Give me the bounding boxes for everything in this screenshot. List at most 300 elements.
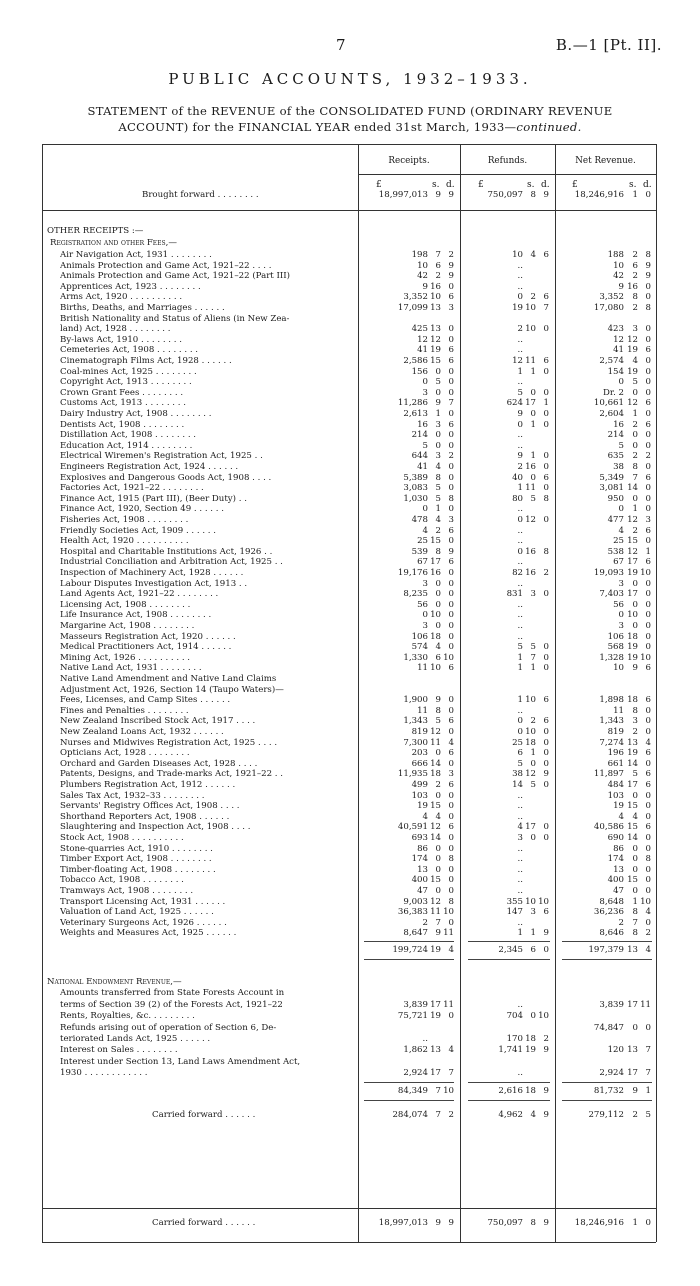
rows-11-r-pounds: 12: [417, 334, 428, 345]
table-row-label: Electrical Wiremen's Registration Act, 1925 . .: [60, 451, 263, 462]
rows-35-f-shillings: 3: [530, 589, 536, 600]
table-row: [42, 791, 656, 802]
rows-57-f-shillings: 17: [525, 822, 536, 833]
rows-17-r-pence: 7: [448, 398, 454, 409]
subtotal1-f-pence: 0: [543, 945, 549, 955]
rows-32-n-pounds: 67: [613, 557, 624, 568]
rows-10-r-pence: 0: [448, 324, 454, 335]
subtotal-rule: [468, 1100, 550, 1101]
table-row: [42, 504, 656, 515]
rows-67-n-pence: 2: [645, 928, 651, 939]
rows2-4-n-pounds: 74,847: [593, 1022, 624, 1033]
rows-15-r-shillings: 5: [435, 377, 441, 388]
table-row-label: Shorthand Reporters Act, 1908 . . . . . .: [60, 811, 230, 822]
rows-32-r-pence: 6: [448, 557, 454, 568]
rows-67-f-pence: 9: [543, 928, 549, 939]
rows-21-r-pence: 0: [448, 440, 454, 451]
table-row-label: Births, Deaths, and Marriages . . . . . .: [60, 303, 225, 313]
rows-57-n-pence: 6: [645, 822, 651, 833]
rows-35-f-pounds: 831: [506, 589, 523, 600]
table-row: [42, 716, 656, 727]
carried-forward-rule: [42, 1208, 656, 1209]
carried-forward-total-row: [42, 1218, 656, 1229]
table-row: [42, 780, 656, 791]
subtotal1-n-pence: 4: [645, 945, 651, 955]
rows-4-r-pounds: 10: [417, 260, 428, 271]
rows-47-r-pounds: 1,343: [403, 716, 428, 727]
rows-65-n-shillings: 8: [632, 907, 638, 918]
rows-36-r-pounds: 56: [417, 599, 428, 610]
rows-13-r-shillings: 15: [430, 356, 441, 366]
rows2-2-f-pounds: ..: [517, 999, 523, 1010]
table-row: [42, 695, 656, 706]
rows-14-f-shillings: 1: [530, 366, 536, 377]
rows2-6-f-shillings: 19: [525, 1045, 536, 1056]
rows-60-n-pounds: 174: [607, 854, 624, 865]
table-row-label: Interest on Sales . . . . . . . .: [60, 1045, 178, 1056]
table-row-label: Finance Act, 1920, Section 49 . . . . . .: [60, 504, 224, 515]
rows-32-r-shillings: 17: [430, 557, 441, 568]
rows-58-r-pence: 0: [448, 833, 454, 843]
rows2-6-n-pounds: 120: [607, 1045, 624, 1056]
rows-67-n-shillings: 8: [632, 928, 638, 939]
rows-21-n-shillings: 0: [632, 440, 638, 451]
rows-0-r-shillings: 9: [435, 190, 441, 200]
rows-49-n-pence: 4: [645, 737, 651, 748]
table-row: [42, 430, 656, 441]
table-row: [42, 335, 656, 346]
rows-66-n-pence: 0: [645, 917, 651, 928]
rows-14-n-shillings: 19: [627, 366, 638, 377]
table-row: [42, 663, 656, 674]
rows-35-n-pounds: 7,403: [599, 589, 624, 600]
rows-8-r-pounds: 17,099: [397, 303, 428, 313]
rows-37-f-pounds: ..: [517, 610, 523, 621]
rows-4-n-pounds: 10: [613, 260, 624, 271]
rows-15-n-pence: 0: [645, 377, 651, 388]
column-header-rule: [358, 174, 656, 175]
rows-54-r-shillings: 0: [435, 790, 441, 801]
rows-37-r-pounds: 0: [422, 610, 428, 621]
rows-10-r-pounds: 425: [411, 324, 428, 335]
rows2-3-r-pence: 0: [448, 1011, 454, 1022]
rows-13-n-shillings: 4: [632, 356, 638, 366]
rows-63-r-pence: 0: [448, 886, 454, 896]
table-row: [42, 324, 656, 335]
rows-22-f-pence: 0: [543, 451, 549, 462]
carried1-r-shillings: 7: [435, 1109, 441, 1120]
rows-61-r-pence: 0: [448, 864, 454, 875]
rows-0-n-pounds: 18,246,916: [574, 190, 624, 200]
rows-38-n-pence: 0: [645, 621, 651, 631]
table-row: [42, 420, 656, 431]
rows-54-r-pounds: 103: [411, 790, 428, 801]
rows-42-n-shillings: 9: [632, 663, 638, 674]
rows-59-n-pence: 0: [645, 843, 651, 854]
rows-29-r-pounds: 4: [422, 525, 428, 536]
rows-65-r-pounds: 36,383: [397, 907, 428, 918]
rows-41-r-shillings: 6: [435, 652, 441, 663]
brought-forward-row-label: Brought forward . . . . . . . .: [142, 190, 259, 200]
carried1-n-pence: 5: [645, 1109, 651, 1120]
rows-8-n-shillings: 2: [632, 303, 638, 313]
brought-forward-rule: [42, 210, 656, 211]
rows-67-r-pence: 11: [443, 928, 454, 939]
rows-41-f-pounds: 1: [517, 652, 523, 663]
table-row: [42, 759, 656, 770]
rows-18-n-pence: 0: [645, 409, 651, 419]
table-row-label: Rents, Royalties, &c. . . . . . . . .: [60, 1011, 195, 1022]
rows2-6-n-pence: 7: [645, 1045, 651, 1056]
rows-61-r-pounds: 13: [417, 864, 428, 875]
table-row: [42, 409, 656, 420]
subtotal2-n-shillings: 9: [632, 1085, 638, 1096]
rows-42-n-pounds: 10: [613, 663, 624, 674]
rows-46-f-pounds: ..: [517, 705, 523, 716]
table-row-label: Veterinary Surgeons Act, 1926 . . . . . .: [60, 917, 227, 928]
rows-30-r-pence: 0: [448, 536, 454, 547]
rows-59-n-pounds: 86: [613, 843, 624, 854]
rows-66-n-pounds: 2: [618, 917, 624, 928]
table-row: [42, 621, 656, 632]
statement-subtitle: [0, 103, 700, 135]
table-row-label: Life Insurance Act, 1908 . . . . . . . .: [60, 610, 212, 621]
rows-51-n-pence: 0: [645, 758, 651, 769]
rows-61-n-pence: 0: [645, 864, 651, 875]
rows-28-n-pounds: 477: [607, 515, 624, 525]
rows-40-n-shillings: 19: [627, 642, 638, 653]
rows-12-r-shillings: 19: [430, 345, 441, 356]
rows-42-f-shillings: 1: [530, 663, 536, 674]
rows-50-f-pounds: 6: [517, 748, 523, 759]
rows-35-r-pounds: 8,235: [403, 589, 428, 600]
rows-14-r-shillings: 0: [435, 366, 441, 377]
carried2-f-pounds: 750,097: [487, 1218, 523, 1228]
rows-39-n-pence: 0: [645, 631, 651, 642]
rows-59-r-shillings: 0: [435, 843, 441, 854]
rows-25-r-pounds: 3,083: [403, 483, 428, 494]
rows-50-r-pounds: 203: [411, 748, 428, 759]
rows-31-r-pence: 9: [448, 546, 454, 557]
rows-12-r-pounds: 41: [417, 345, 428, 356]
rows-64-n-pounds: 8,648: [599, 896, 624, 907]
rows-20-n-shillings: 0: [632, 430, 638, 441]
rows-6-n-shillings: 16: [627, 281, 638, 292]
rows-12-n-pence: 6: [645, 345, 651, 356]
rows-26-f-pence: 8: [543, 493, 549, 504]
rows-5-r-pounds: 42: [417, 271, 428, 282]
rows-20-r-pounds: 214: [411, 430, 428, 441]
table-row-label: Stone-quarries Act, 1910 . . . . . . . .: [60, 843, 213, 854]
rows2-2-r-shillings: 17: [430, 999, 441, 1010]
rows-45-n-shillings: 18: [627, 695, 638, 706]
rows-26-r-pounds: 1,030: [403, 493, 428, 504]
rows-26-n-pence: 0: [645, 493, 651, 504]
subtitle-line-2: [0, 119, 700, 135]
rows-66-f-pounds: ..: [517, 917, 523, 928]
table-row: [42, 610, 656, 621]
table-row-label: Hospital and Charitable Institutions Act, 1926 . .: [60, 546, 273, 557]
table-row: [42, 261, 656, 272]
rows-21-n-pounds: 5: [618, 440, 624, 451]
rows-24-n-pounds: 5,349: [599, 472, 624, 483]
table-row: [42, 1057, 656, 1068]
table-row-label: Mining Act, 1926 . . . . . . . . . .: [60, 652, 191, 663]
rows-22-r-pence: 2: [448, 451, 454, 462]
table-row: [42, 398, 656, 409]
table-row: [42, 526, 656, 537]
table-row-label: Land Agents Act, 1921–22 . . . . . . . .: [60, 589, 219, 600]
rows-23-f-shillings: 16: [525, 462, 536, 472]
rows-30-f-pounds: ..: [517, 536, 523, 547]
rows-30-r-shillings: 15: [430, 536, 441, 547]
rows-10-f-shillings: 10: [525, 324, 536, 335]
table-row: [42, 367, 656, 378]
rows-3-n-pounds: 188: [607, 250, 624, 260]
rows-13-n-pence: 0: [645, 356, 651, 366]
rows-36-r-pence: 0: [448, 599, 454, 610]
table-row-label: Transport Licensing Act, 1931 . . . . . .: [60, 896, 226, 907]
revenue-table: [42, 144, 656, 1242]
table-row: [42, 653, 656, 664]
rows-41-n-shillings: 19: [627, 652, 638, 663]
carried1-r-pounds: 284,074: [392, 1109, 428, 1120]
rows-52-f-pounds: 38: [512, 769, 523, 780]
carried2-f-shillings: 8: [530, 1218, 536, 1228]
table-row-label: Animals Protection and Game Act, 1921–22 . . . .: [60, 260, 272, 271]
rows-27-n-shillings: 1: [632, 504, 638, 515]
rows-25-f-pence: 0: [543, 483, 549, 494]
rows-39-r-pence: 0: [448, 631, 454, 642]
rows-41-n-pounds: 1,328: [599, 652, 624, 663]
rows-18-f-pounds: 9: [517, 409, 523, 419]
rows-20-n-pence: 0: [645, 430, 651, 441]
table-row: [42, 345, 656, 356]
rows-27-r-pence: 0: [448, 504, 454, 515]
table-row-label: New Zealand Inscribed Stock Act, 1917 . . . .: [60, 716, 256, 727]
rows-28-f-pounds: 0: [517, 515, 523, 525]
rows-16-n-pounds: Dr. 2: [603, 387, 624, 398]
rows-32-f-pounds: ..: [517, 557, 523, 568]
rows-3-r-pence: 2: [448, 250, 454, 260]
table-row-label: Masseurs Registration Act, 1920 . . . . . .: [60, 631, 236, 642]
rows-60-n-pence: 8: [645, 854, 651, 865]
table-row-label: Tobacco Act, 1908 . . . . . . . .: [60, 875, 184, 886]
table-row-label: By-laws Act, 1910 . . . . . . . .: [60, 334, 182, 345]
table-row-label: Dentists Act, 1908 . . . . . . . .: [60, 419, 185, 430]
rows-6-n-pence: 0: [645, 281, 651, 292]
table-row-label: Margarine Act, 1908 . . . . . . . .: [60, 621, 195, 631]
subtotal2-f-shillings: 18: [525, 1085, 536, 1096]
rows-7-r-shillings: 10: [430, 292, 441, 303]
rows-54-r-pence: 0: [448, 790, 454, 801]
rows-40-n-pounds: 568: [607, 642, 624, 653]
table-row-label: Orchard and Garden Diseases Act, 1928 . . . .: [60, 758, 258, 769]
table-row-label: Air Navigation Act, 1931 . . . . . . . .: [60, 250, 212, 260]
rows-13-r-pence: 6: [448, 356, 454, 366]
rows-18-f-shillings: 0: [530, 409, 536, 419]
table-row: [42, 579, 656, 590]
table-row: [42, 844, 656, 855]
rows-8-n-pence: 8: [645, 303, 651, 313]
rows-27-f-pounds: ..: [517, 504, 523, 515]
rows-41-r-pence: 10: [443, 652, 454, 663]
carried2-f-pence: 9: [543, 1218, 549, 1228]
rows-21-r-pounds: 5: [422, 440, 428, 451]
rows-58-f-pounds: 3: [517, 833, 523, 843]
subtotal1-f-shillings: 6: [530, 945, 536, 955]
rows-49-r-pounds: 7,300: [403, 737, 428, 748]
rows-38-f-pounds: ..: [517, 621, 523, 631]
rows-10-n-shillings: 3: [632, 324, 638, 335]
rows-64-n-shillings: 1: [632, 896, 638, 907]
rows-19-r-pence: 6: [448, 419, 454, 430]
rows-14-r-pounds: 156: [411, 366, 428, 377]
rows-60-f-pounds: ..: [517, 854, 523, 865]
rows-60-n-shillings: 0: [632, 854, 638, 865]
rows-32-n-shillings: 17: [627, 557, 638, 568]
rows-55-r-shillings: 15: [430, 801, 441, 812]
rows-55-n-shillings: 15: [627, 801, 638, 812]
rows-40-n-pence: 0: [645, 642, 651, 653]
rows-7-r-pence: 6: [448, 292, 454, 303]
subtotal-rule: [364, 959, 454, 960]
rows-25-f-shillings: 11: [525, 483, 536, 494]
table-row: [42, 1011, 656, 1022]
rows-32-r-pounds: 67: [417, 557, 428, 568]
rows-54-f-pounds: ..: [517, 790, 523, 801]
table-row-label: National Endowment Revenue,—: [47, 977, 182, 987]
table-row: [42, 801, 656, 812]
rows-10-f-pence: 0: [543, 324, 549, 335]
table-row-label: Tramways Act, 1908 . . . . . . . .: [60, 886, 194, 896]
rows-62-n-shillings: 15: [627, 875, 638, 886]
table-row-label: Native Land Amendment and Native Land Claims: [60, 674, 277, 684]
table-row-label: Fisheries Act, 1908 . . . . . . . .: [60, 515, 189, 525]
table-row-label: Native Land Act, 1931 . . . . . . . .: [60, 663, 202, 674]
rows-17-n-pounds: 10,661: [593, 398, 624, 409]
table-row-label: Weights and Measures Act, 1925 . . . . . .: [60, 928, 237, 939]
rows-53-f-shillings: 5: [530, 780, 536, 790]
rows-50-n-pounds: 196: [607, 748, 624, 759]
rows-36-n-pounds: 56: [613, 599, 624, 610]
rows-52-n-shillings: 5: [632, 769, 638, 780]
rows-47-f-shillings: 2: [530, 716, 536, 727]
rows-23-r-pence: 0: [448, 462, 454, 472]
table-row: [42, 769, 656, 780]
rows-29-r-pence: 6: [448, 525, 454, 536]
rows-0-r-pounds: 18,997,013: [378, 190, 428, 200]
table-row: [42, 568, 656, 579]
rows-50-r-pence: 6: [448, 748, 454, 759]
rows-53-n-shillings: 17: [627, 780, 638, 790]
rows-64-f-shillings: 10: [525, 896, 536, 907]
rows-34-n-shillings: 0: [632, 578, 638, 589]
rows-58-f-shillings: 0: [530, 833, 536, 843]
carried1-n-shillings: 2: [632, 1109, 638, 1120]
rows-3-r-shillings: 7: [435, 250, 441, 260]
rows-47-f-pounds: 0: [517, 716, 523, 727]
rows-22-n-pounds: 635: [607, 451, 624, 462]
rows-66-n-shillings: 7: [632, 917, 638, 928]
rows-57-f-pounds: 4: [517, 822, 523, 833]
subtotal-rule: [364, 1100, 454, 1101]
carried1-r-pence: 2: [448, 1109, 454, 1120]
rows-45-r-pounds: 1,900: [403, 695, 428, 706]
table-row-label: Dairy Industry Act, 1908 . . . . . . . .: [60, 409, 212, 419]
rows-42-r-pence: 6: [448, 663, 454, 674]
rows-64-n-pence: 10: [640, 896, 651, 907]
rows-0-n-shillings: 1: [632, 190, 638, 200]
rows-52-r-pence: 3: [448, 769, 454, 780]
table-row-label: Registration and other Fees,—: [50, 238, 177, 248]
subtitle-line-2-text: ACCOUNT) for the FINANCIAL YEAR ended 31st March, 1933—: [118, 120, 517, 134]
rows-16-r-shillings: 0: [435, 387, 441, 398]
rows-25-n-pounds: 3,081: [599, 483, 624, 494]
rows-24-n-shillings: 7: [632, 472, 638, 483]
carried-forward-section-row-label: Carried forward . . . . . .: [152, 1109, 256, 1120]
rows-37-n-pounds: 0: [618, 610, 624, 621]
rows-56-r-shillings: 4: [435, 811, 441, 822]
table-row-label: Health Act, 1920 . . . . . . . . . .: [60, 536, 189, 547]
rows-17-f-pence: 1: [543, 398, 549, 409]
rows-31-f-shillings: 16: [525, 546, 536, 557]
table-top-rule: [42, 144, 656, 145]
table-row: [42, 303, 656, 314]
rows2-6-r-pounds: 1,862: [403, 1045, 428, 1056]
rows-5-r-pence: 9: [448, 271, 454, 282]
rows-8-r-pence: 3: [448, 303, 454, 313]
table-row-label: Explosives and Dangerous Goods Act, 1908 . . . .: [60, 472, 272, 483]
rows-22-n-pence: 2: [645, 451, 651, 462]
table-row: [42, 812, 656, 823]
table-row-label: Friendly Societies Act, 1909 . . . . . .: [60, 525, 217, 536]
rows-60-r-pounds: 174: [411, 854, 428, 865]
rows-51-f-pence: 0: [543, 758, 549, 769]
table-row-label: Fines and Penalties . . . . . . . .: [60, 705, 189, 716]
rows-55-f-pounds: ..: [517, 801, 523, 812]
rows-8-n-pounds: 17,080: [593, 303, 624, 313]
rows-25-n-shillings: 14: [627, 483, 638, 494]
rows-42-r-pounds: 11: [417, 663, 428, 674]
rows-10-f-pounds: 2: [517, 324, 523, 335]
table-row-label: Amounts transferred from State Forests Account in: [60, 988, 285, 999]
rows-57-n-shillings: 15: [627, 822, 638, 833]
rows-59-f-pounds: ..: [517, 843, 523, 854]
table-row: [42, 388, 656, 399]
table-row: [42, 727, 656, 738]
rows-62-n-pence: 0: [645, 875, 651, 886]
table-row: [42, 685, 656, 696]
table-row-label: Fees, Licenses, and Camp Sites . . . . . .: [60, 695, 231, 706]
rows-33-r-pounds: 19,176: [397, 568, 428, 578]
net-pound-unit: £: [572, 180, 578, 190]
receipts-pence-unit: d.: [446, 180, 455, 190]
subtotal1-r-shillings: 19: [430, 945, 441, 955]
subtotal1-r-pounds: 199,724: [392, 945, 428, 955]
rows-31-f-pounds: 0: [517, 546, 523, 557]
rows-66-r-pounds: 2: [422, 917, 428, 928]
rows-24-r-pence: 0: [448, 472, 454, 483]
rows-4-n-shillings: 6: [632, 260, 638, 271]
rows-26-f-shillings: 5: [530, 493, 536, 504]
rows-40-f-pence: 0: [543, 642, 549, 653]
table-row: [42, 918, 656, 929]
table-row: [42, 483, 656, 494]
rows-3-r-pounds: 198: [411, 250, 428, 260]
rows-24-r-pounds: 5,389: [403, 472, 428, 483]
rows-24-f-shillings: 0: [530, 472, 536, 483]
